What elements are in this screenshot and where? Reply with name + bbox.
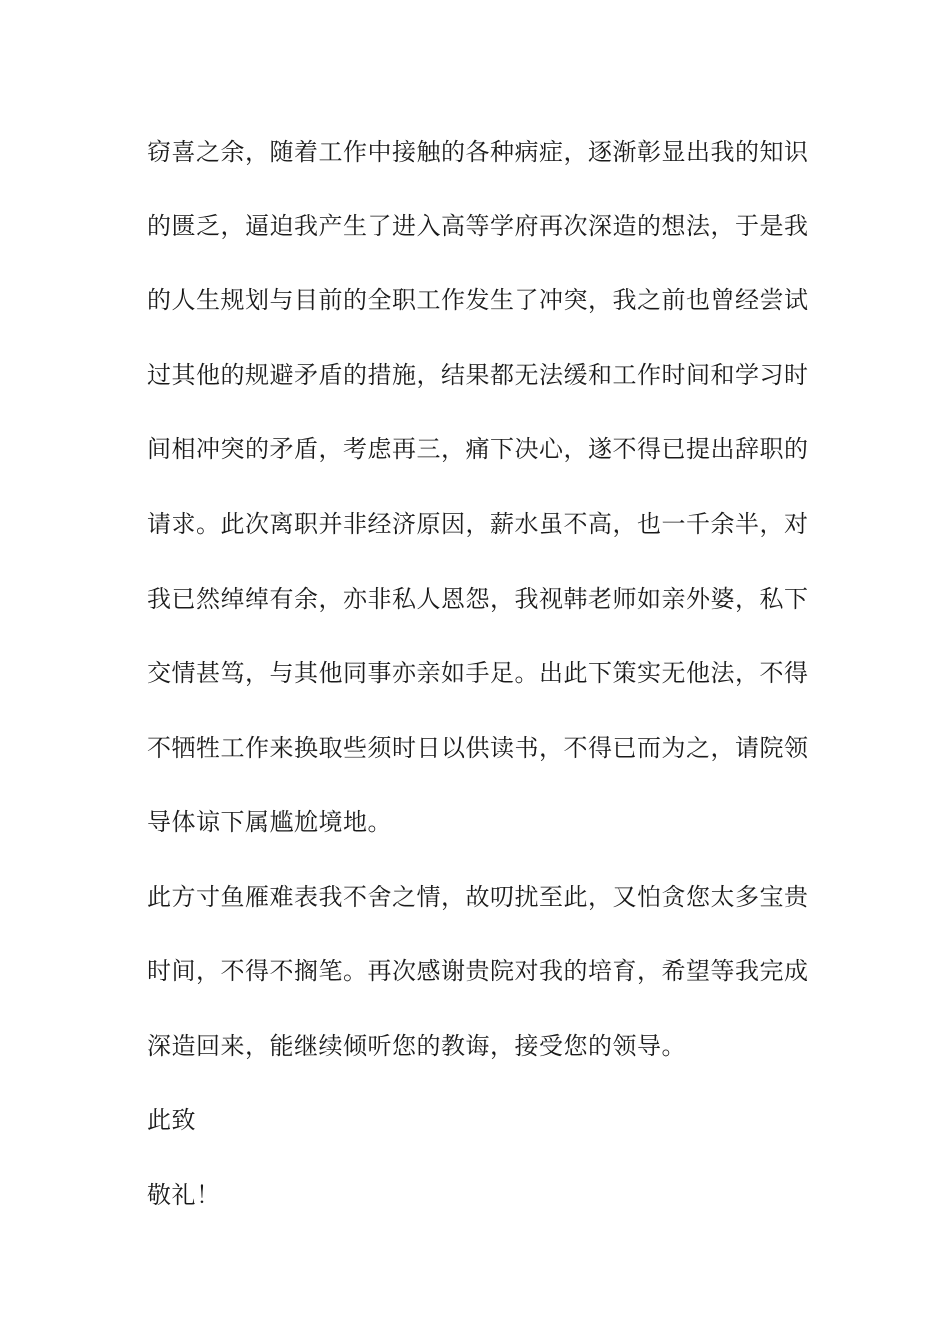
paragraph-1-line-2: 的匮乏，逼迫我产生了进入高等学府再次深造的想法，于是我 [147, 212, 809, 240]
paragraph-1-line-9: 不牺牲工作来换取些须时日以供读书，不得已而为之，请院领 [147, 734, 809, 762]
paragraph-1-line-7: 我已然绰绰有余，亦非私人恩怨，我视韩老师如亲外婆，私下 [147, 585, 809, 613]
paragraph-2-line-2: 时间，不得不搁笔。再次感谢贵院对我的培育，希望等我完成 [147, 957, 809, 985]
paragraph-1-line-10: 导体谅下属尴尬境地。 [147, 808, 392, 836]
paragraph-2-line-3: 深造回来，能继续倾听您的教诲，接受您的领导。 [147, 1032, 686, 1060]
paragraph-2-line-1: 此方寸鱼雁难表我不舍之情，故叨扰至此，又怕贪您太多宝贵 [147, 883, 809, 911]
paragraph-1-line-6: 请求。此次离职并非经济原因，薪水虽不高，也一千余半，对 [147, 510, 809, 538]
paragraph-1-line-4: 过其他的规避矛盾的措施，结果都无法缓和工作时间和学习时 [147, 361, 809, 389]
closing-salutation: 此致 [147, 1106, 196, 1134]
paragraph-1-line-3: 的人生规划与目前的全职工作发生了冲突，我之前也曾经尝试 [147, 286, 809, 314]
paragraph-1-line-1: 窃喜之余，随着工作中接触的各种病症，逐渐彰显出我的知识 [147, 138, 809, 166]
closing-regards: 敬礼！ [147, 1181, 221, 1209]
paragraph-1-line-8: 交情甚笃，与其他同事亦亲如手足。出此下策实无他法，不得 [147, 659, 809, 687]
paragraph-1-line-5: 间相冲突的矛盾，考虑再三，痛下决心，遂不得已提出辞职的 [147, 435, 809, 463]
